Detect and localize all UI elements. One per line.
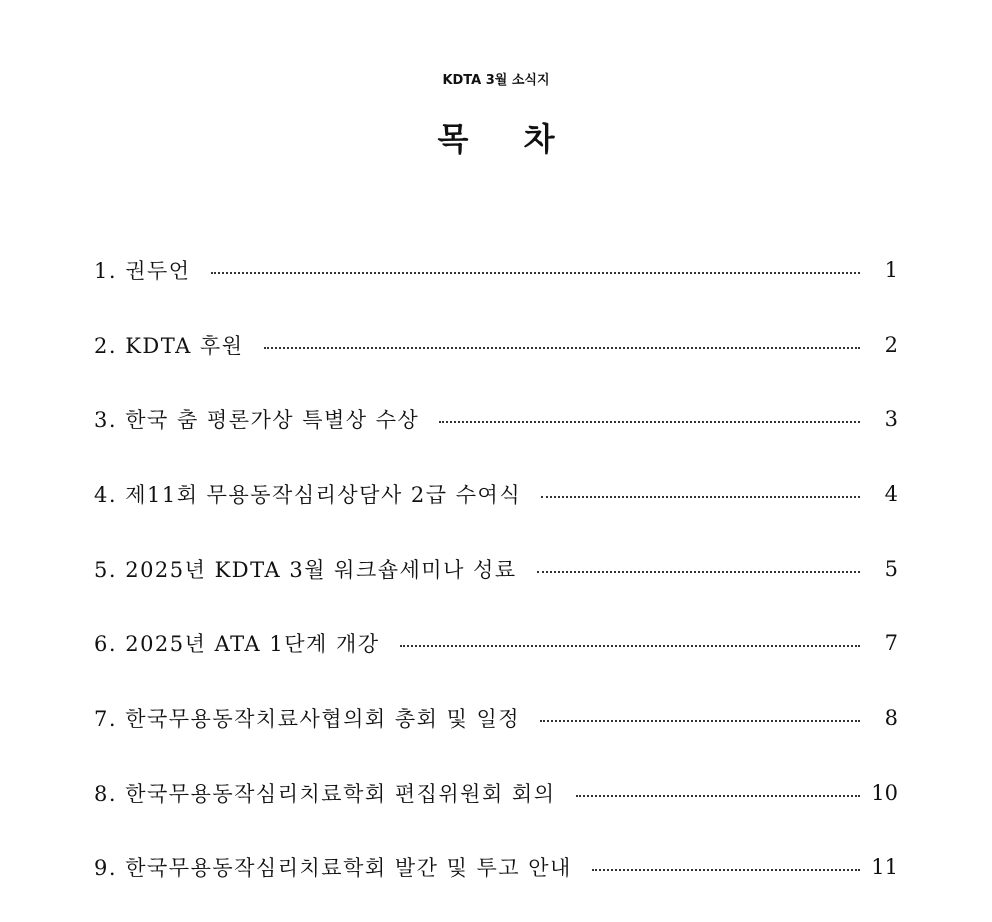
- toc-entry-title: 8. 한국무용동작심리치료학회 편집위원회 회의: [94, 782, 556, 806]
- toc-leader-dots: [400, 645, 860, 647]
- newsletter-label: KDTA 3월 소식지: [442, 73, 550, 88]
- toc-leader-dots: [576, 795, 861, 797]
- toc-entry: [94, 478, 898, 510]
- toc-entry: [94, 851, 898, 883]
- toc-entry-title: 2. KDTA 후원: [94, 334, 244, 358]
- page-title: 목 차: [437, 120, 577, 158]
- toc-entry-page: 1: [884, 258, 898, 282]
- toc-leader-dots: [439, 421, 860, 423]
- toc-leader-dots: [592, 869, 860, 871]
- toc-leader-dots: [264, 347, 860, 349]
- toc-entry-page: 4: [884, 482, 898, 506]
- toc-entry: [94, 329, 898, 361]
- toc-entry: [94, 553, 898, 585]
- toc-entry-page: 3: [884, 407, 898, 431]
- toc-leader-dots: [540, 720, 860, 722]
- toc-entry: [94, 254, 898, 286]
- toc-entry: [94, 403, 898, 435]
- toc-entry-page: 8: [884, 706, 898, 730]
- toc-entry-page: 2: [884, 333, 898, 357]
- toc-entry-title: 1. 권두언: [94, 259, 191, 283]
- toc-leader-dots: [541, 496, 860, 498]
- toc-entry-page: 7: [884, 631, 898, 655]
- toc-leader-dots: [537, 571, 860, 573]
- toc-entry-page: 11: [871, 855, 898, 879]
- toc-entry-title: 4. 제11회 무용동작심리상담사 2급 수여식: [94, 483, 522, 507]
- toc-entry: [94, 627, 898, 659]
- toc-entry-title: 3. 한국 춤 평론가상 특별상 수상: [94, 408, 420, 432]
- toc-entry: [94, 777, 898, 809]
- toc-entry-title: 9. 한국무용동작심리치료학회 발간 및 투고 안내: [94, 856, 572, 880]
- toc-entry-title: 7. 한국무용동작치료사협의회 총회 및 일정: [94, 707, 521, 731]
- toc-entry-page: 5: [884, 557, 898, 581]
- toc-entry-page: 10: [871, 781, 898, 805]
- toc-entry-title: 6. 2025년 ATA 1단계 개강: [94, 632, 380, 656]
- toc-leader-dots: [211, 272, 860, 274]
- toc-entry-title: 5. 2025년 KDTA 3월 워크숍세미나 성료: [94, 558, 517, 582]
- toc-entry: [94, 702, 898, 734]
